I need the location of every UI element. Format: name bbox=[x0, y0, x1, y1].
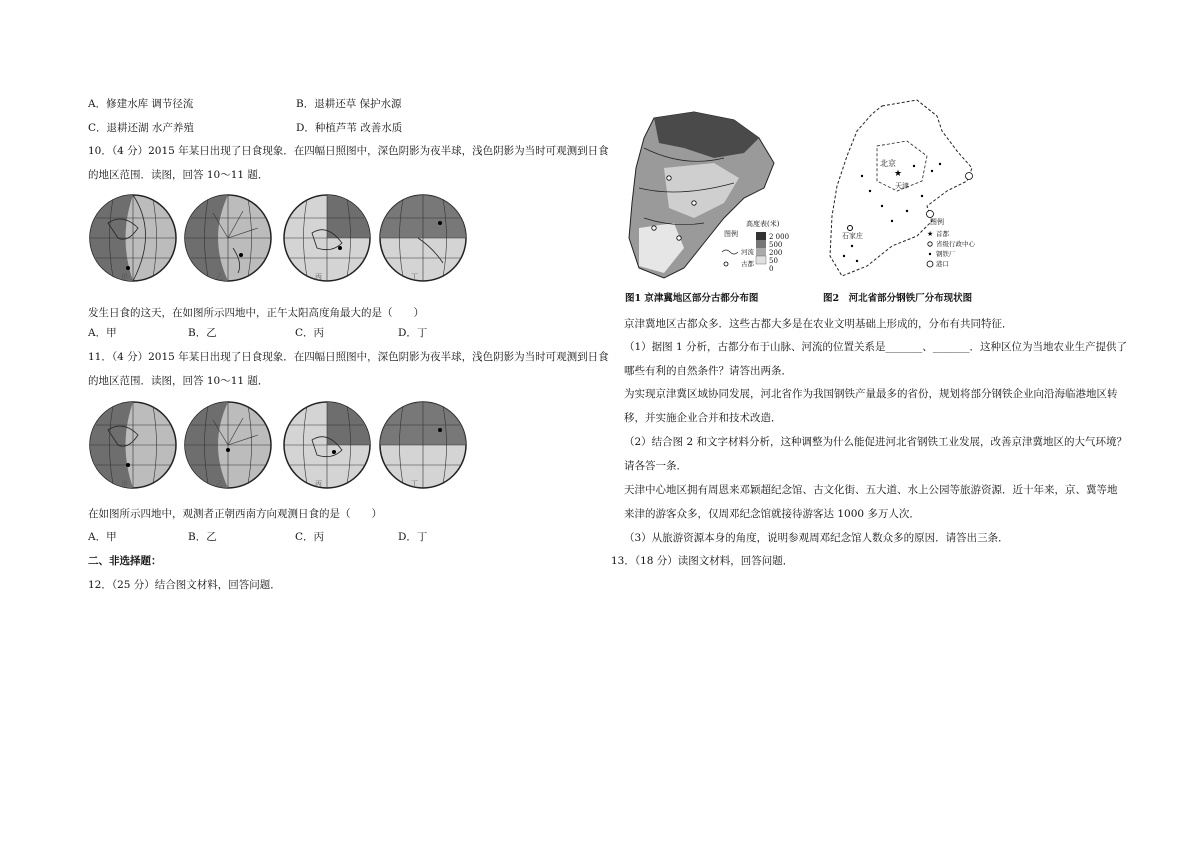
fig2-legend-steel: 钢铁厂 bbox=[936, 250, 956, 258]
q12-part1-line2: 哪些有利的自然条件？请答出两条． bbox=[624, 365, 792, 377]
q11-stem-line2: 的地区范围．读图，回答 10～11 题． bbox=[88, 375, 269, 387]
right-para-1: 京津冀地区古都众多．这些古都大多是在农业文明基础上形成的，分布有共同特征． bbox=[624, 318, 1013, 330]
q11-stem-line1: 11．（4 分）2015 年某日出现了日食现象．在四幅日照图中，深色阴影为夜半球，浅色阴影为当时可观测到日食 bbox=[88, 351, 609, 363]
fig2-legend-title: 图例 bbox=[930, 218, 944, 226]
right-para-5-line1: 天津中心地区拥有周恩来邓颖超纪念馆、古文化街、五大道、水上公园等旅游资源．近十年来，京、冀等地 bbox=[624, 484, 1118, 496]
fig2-legend-port: 港口 bbox=[936, 260, 949, 268]
sunlight-globe-bing bbox=[282, 193, 372, 283]
q9-option-b: B．退耕还草 保护水源 bbox=[296, 98, 402, 110]
fig2-label-beijing: 北京 bbox=[880, 159, 896, 168]
right-para-3-line1: 为实现京津冀区域协同发展，河北省作为我国钢铁产量最多的省份，规划将部分钢铁企业向沿海临港地区转 bbox=[624, 388, 1118, 400]
fig1-elevation-title: 高度表(米) bbox=[746, 220, 780, 228]
q12-part3: （3）从旅游资源本身的角度，说明参观周邓纪念馆人数众多的原因．请答出三条． bbox=[624, 532, 1009, 544]
fig1-legend-river: 河流 bbox=[741, 248, 754, 256]
fig1-elev-1: 500 bbox=[769, 241, 783, 249]
fig1-elev-0: 2 000 bbox=[769, 233, 790, 241]
q10-stem-line2: 的地区范围．读图，回答 10～11 题． bbox=[88, 169, 269, 181]
globe-label: 甲 bbox=[121, 480, 128, 488]
fig1-elev-3: 50 bbox=[769, 257, 778, 265]
q10-option-b: B．乙 bbox=[188, 327, 217, 339]
sunlight-globe-yi bbox=[183, 193, 273, 283]
fig1-legend-title: 图例 bbox=[724, 230, 738, 238]
q12-part2-line1: （2）结合图 2 和文字材料分析，这种调整为什么能促进河北省钢铁工业发展，改善京津冀地区的大气环境？ bbox=[624, 436, 1128, 448]
sunlight-globe-ding-2 bbox=[378, 400, 468, 490]
fig2-legend-capital: 首都 bbox=[936, 230, 949, 238]
q13-stem: 13．（18 分）读图文材料，回答问题． bbox=[611, 555, 794, 567]
fig2-legend-provincial: 省级行政中心 bbox=[936, 240, 975, 248]
figure2-map bbox=[822, 96, 1004, 282]
q12-stem: 12．（25 分）结合图文材料，回答问题． bbox=[88, 579, 281, 591]
q9-option-d: D．种植芦苇 改善水质 bbox=[296, 122, 403, 134]
q9-option-a: A．修建水库 调节径流 bbox=[88, 98, 194, 110]
globe-label: 乙 bbox=[216, 480, 223, 488]
sunlight-globe-ding bbox=[378, 193, 468, 283]
q10-option-a: A．甲 bbox=[88, 327, 117, 339]
figure2-caption: 图2 河北省部分钢铁厂分布现状图 bbox=[823, 293, 973, 304]
globe-label: 乙 bbox=[216, 273, 223, 281]
q10-option-d: D．丁 bbox=[398, 327, 428, 339]
q11-option-d: D．丁 bbox=[398, 531, 428, 543]
q10-option-c: C．丙 bbox=[295, 327, 325, 339]
fig1-elev-4: 0 bbox=[769, 265, 774, 273]
figure1-caption: 图1 京津冀地区部分古都分布图 bbox=[625, 293, 759, 304]
globe-label: 甲 bbox=[121, 273, 128, 281]
capital-star-icon: ★ bbox=[894, 169, 903, 179]
fig2-label-tianjin: 天津 bbox=[895, 182, 909, 190]
q10-question: 发生日食的这天，在如图所示四地中，正午太阳高度角最大的是（ ） bbox=[88, 307, 424, 319]
globe-label: 丁 bbox=[411, 273, 418, 281]
fig1-legend-capital: 古都 bbox=[741, 260, 754, 268]
right-para-3-line2: 移，并实施企业合并和技术改造． bbox=[624, 412, 782, 424]
q11-option-a: A．甲 bbox=[88, 531, 117, 543]
q12-part2-line2: 请各答一条． bbox=[624, 460, 687, 472]
q12-part1-line1: （1）据图 1 分析，古都分布于山脉、河流的位置关系是_______、_______．这种区位为当地农业生产提供了 bbox=[624, 341, 1128, 353]
q9-option-c: C．退耕还湖 水产养殖 bbox=[88, 122, 194, 134]
q11-option-b: B．乙 bbox=[188, 531, 217, 543]
globe-label: 丙 bbox=[315, 480, 322, 488]
sunlight-globe-bing-2 bbox=[282, 400, 372, 490]
q11-option-c: C．丙 bbox=[295, 531, 325, 543]
q11-question: 在如图所示四地中，观测者正朝西南方向观测日食的是（ ） bbox=[88, 508, 382, 520]
figure1-map bbox=[624, 108, 806, 282]
fig1-elev-2: 200 bbox=[769, 249, 783, 257]
sunlight-globe-jia bbox=[88, 193, 178, 283]
globe-label: 丁 bbox=[411, 480, 418, 488]
right-para-5-line2: 来津的游客众多，仅周邓纪念馆就接待游客达 1000 多万人次． bbox=[624, 508, 920, 520]
globe-label: 丙 bbox=[315, 273, 322, 281]
sunlight-globe-jia-2 bbox=[88, 400, 178, 490]
q10-stem-line1: 10．（4 分）2015 年某日出现了日食现象．在四幅日照图中，深色阴影为夜半球，浅色阴影为当时可观测到日食 bbox=[88, 145, 609, 157]
capital-legend-icon: ★ bbox=[927, 230, 934, 238]
sunlight-globe-yi-2 bbox=[183, 400, 273, 490]
fig2-label-shijiazhuang: 石家庄 bbox=[842, 232, 863, 240]
section-heading: 二、非选择题： bbox=[88, 555, 162, 567]
